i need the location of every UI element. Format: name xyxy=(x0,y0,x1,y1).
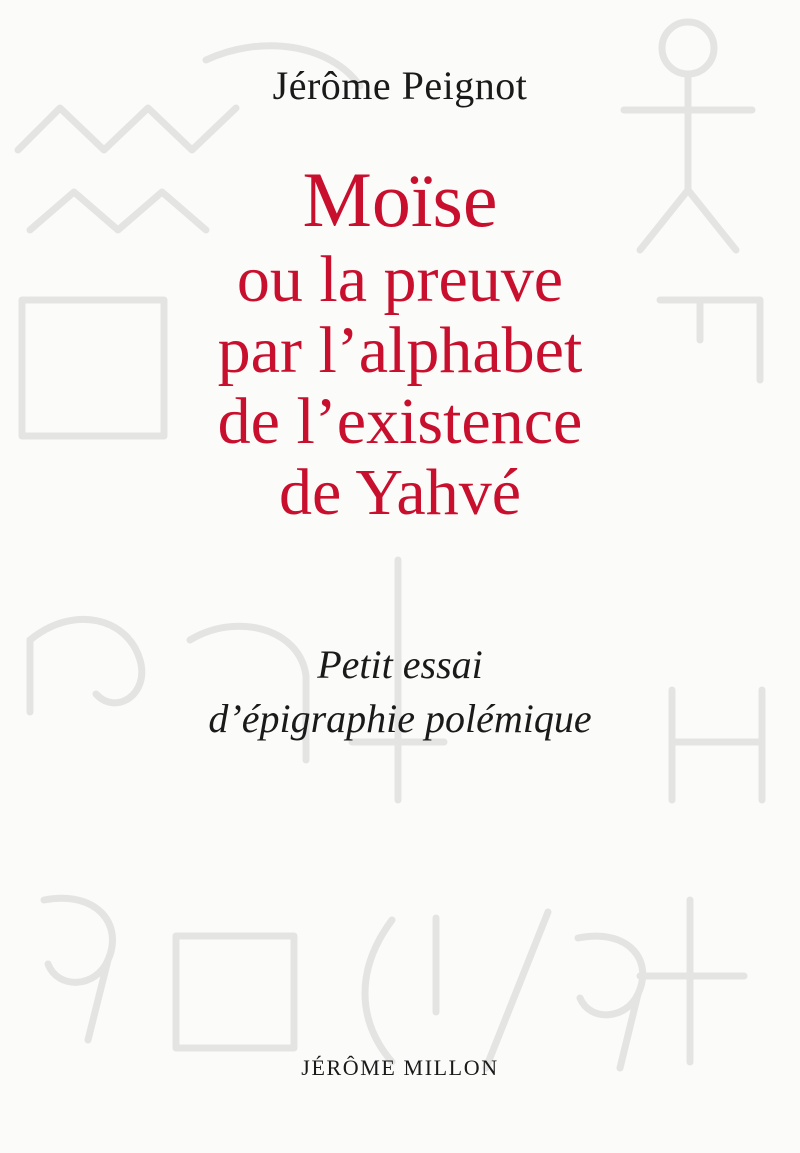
title-line-3: par l’alphabet xyxy=(217,313,583,387)
title-line-1: Moïse xyxy=(302,156,498,243)
title-line-2: ou la preuve xyxy=(236,242,564,316)
title-line-5: de Yahvé xyxy=(279,456,521,530)
book-subtitle xyxy=(0,638,800,747)
title-line-4: de l’existence xyxy=(217,385,583,459)
author-name: Jérôme Peignot xyxy=(272,63,528,108)
subtitle-line-1: Petit essai xyxy=(317,642,483,687)
publisher-name: JÉRÔME MILLON xyxy=(301,1055,499,1080)
book-title xyxy=(0,156,800,530)
subtitle-line-2: d’épigraphie polémique xyxy=(208,696,592,742)
